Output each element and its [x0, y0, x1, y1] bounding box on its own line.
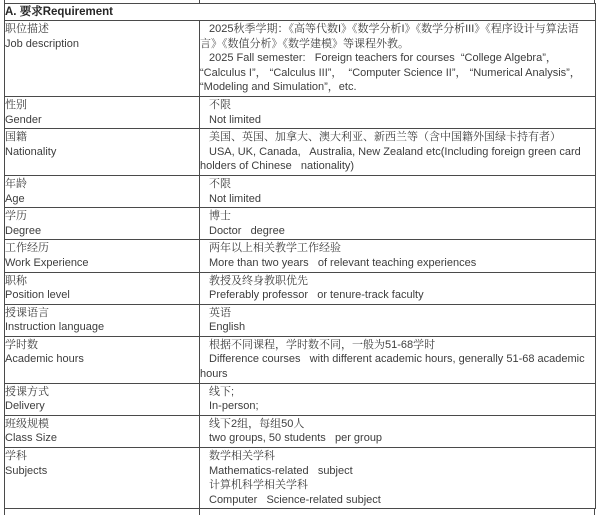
- table-row-work-experience: [5, 240, 596, 272]
- row-label-en: Instruction language: [5, 321, 105, 334]
- row-label-en: Age: [5, 192, 25, 205]
- row-label: [5, 383, 200, 415]
- row-label-en: Work Experience: [5, 256, 89, 269]
- row-label: [5, 208, 200, 240]
- row-value-line: 计算机科学相关学科: [209, 479, 308, 492]
- row-label-zh: 性别: [5, 98, 27, 111]
- table-row-gender: [5, 96, 596, 128]
- row-value-line: Mathematics-related subject: [209, 464, 353, 477]
- row-label: [5, 21, 200, 97]
- table-row-age: [5, 175, 596, 207]
- table-row-instruction-language: [5, 304, 596, 336]
- row-value: [200, 175, 596, 207]
- row-label-zh: 职位描述: [5, 23, 49, 35]
- row-value: [200, 21, 596, 97]
- row-value: [200, 304, 596, 336]
- table-cutoff-border-bottom-right: [594, 509, 595, 515]
- table-row-delivery: [5, 383, 596, 415]
- row-value-line: 根据不同课程，学时数不同，一般为51-68学时: [209, 338, 436, 351]
- row-label-zh: 工作经历: [5, 242, 49, 255]
- row-value-line: 美国、英国、加拿大、澳大利亚、新西兰等（含中国籍外国绿卡持有者）: [209, 131, 561, 144]
- row-value: [200, 129, 596, 176]
- row-value-line: 线下2组，每组50人: [209, 417, 305, 430]
- table-cutoff-border-top-middle: [199, 0, 200, 3]
- row-value: [200, 208, 596, 240]
- table-cutoff-border-top-right: [594, 0, 595, 3]
- row-value-line: 教授及终身教职优先: [209, 274, 308, 287]
- row-value: [200, 240, 596, 272]
- row-value-line: English: [209, 321, 246, 334]
- row-label-zh: 职称: [5, 274, 27, 287]
- table-cutoff-border-top-left: [4, 0, 5, 3]
- row-value-line: 英语: [209, 306, 231, 319]
- row-label-zh: 授课语言: [5, 306, 49, 319]
- row-value-line: More than two years of relevant teaching experiences: [209, 256, 477, 269]
- row-label: [5, 240, 200, 272]
- row-label: [5, 129, 200, 176]
- row-label-en: Gender: [5, 113, 42, 126]
- row-label: [5, 415, 200, 447]
- row-value-line: Not limited: [209, 113, 261, 126]
- table-row-academic-hours: [5, 336, 596, 383]
- section-title: A. 要求Requirement: [5, 4, 596, 21]
- row-value-line: Not limited: [209, 192, 261, 205]
- row-label-zh: 授课方式: [5, 385, 49, 398]
- row-value: [200, 336, 596, 383]
- row-label: [5, 304, 200, 336]
- requirement-table: [4, 3, 596, 509]
- row-label: [5, 448, 200, 509]
- row-value-line: 不限: [209, 177, 231, 190]
- table-row-degree: [5, 208, 596, 240]
- row-value-line: Doctor degree: [209, 224, 285, 237]
- row-label-zh: 班级规模: [5, 417, 49, 430]
- row-label-zh: 学历: [5, 210, 27, 223]
- row-value: [200, 415, 596, 447]
- requirement-table-wrap: [4, 3, 595, 509]
- section-header-row: [5, 4, 596, 21]
- table-row-subjects: [5, 448, 596, 509]
- row-value-line: 2025秋季学期：《高等代数I》《数学分析I》《数学分析III》《程序设计与算法语言》《数值分析》《数学建模》等课程外教。: [200, 23, 579, 50]
- row-value-line: Difference courses with different academic hours, generally 51-68 academic hours: [200, 353, 588, 381]
- row-label-en: Job description: [5, 37, 79, 50]
- table-row-position-level: [5, 272, 596, 304]
- row-value: [200, 272, 596, 304]
- table-cutoff-border-bottom-left: [4, 509, 5, 515]
- row-value-line: 两年以上相关教学工作经验: [209, 242, 341, 255]
- row-label-en: Nationality: [5, 145, 57, 158]
- row-label-en: Delivery: [5, 400, 45, 413]
- row-value-line: 数学相关学科: [209, 450, 275, 463]
- row-value-line: 不限: [209, 98, 231, 111]
- row-value-line: two groups, 50 students per group: [209, 432, 383, 445]
- row-label-zh: 年龄: [5, 177, 27, 190]
- table-cutoff-border-bottom-middle: [199, 509, 200, 515]
- row-value: [200, 383, 596, 415]
- table-row-job-description: [5, 21, 596, 97]
- row-label-en: Subjects: [5, 464, 48, 477]
- row-label-en: Degree: [5, 224, 42, 237]
- row-label-zh: 国籍: [5, 131, 27, 144]
- row-value-line: 线下;: [209, 385, 235, 398]
- requirement-document-page: [0, 3, 600, 506]
- row-label-en: Academic hours: [5, 353, 84, 366]
- row-value-line: 2025 Fall semester: Foreign teachers for courses “College Algebra”， “Calculus I”， “Calculus III”， “Computer Science II”， “Numerical Analysis”， “Modeling and Simulation”，etc.: [200, 52, 584, 94]
- row-value-line: USA, UK, Canada, Australia, New Zealand etc(Including foreign green card holders of Chinese nationality): [200, 145, 584, 173]
- row-label: [5, 336, 200, 383]
- row-value: [200, 448, 596, 509]
- row-value-line: Computer Science-related subject: [209, 493, 381, 506]
- row-label: [5, 175, 200, 207]
- row-label-zh: 学时数: [5, 338, 38, 351]
- row-label-zh: 学科: [5, 450, 27, 463]
- row-label-en: Position level: [5, 289, 70, 302]
- row-label: [5, 272, 200, 304]
- row-label: [5, 96, 200, 128]
- table-row-class-size: [5, 415, 596, 447]
- row-value-line: In-person;: [209, 400, 259, 413]
- row-label-en: Class Size: [5, 432, 57, 445]
- row-value-line: 博士: [209, 210, 231, 223]
- row-value-line: Preferably professor or tenure-track faculty: [209, 289, 424, 302]
- table-row-nationality: [5, 129, 596, 176]
- row-value: [200, 96, 596, 128]
